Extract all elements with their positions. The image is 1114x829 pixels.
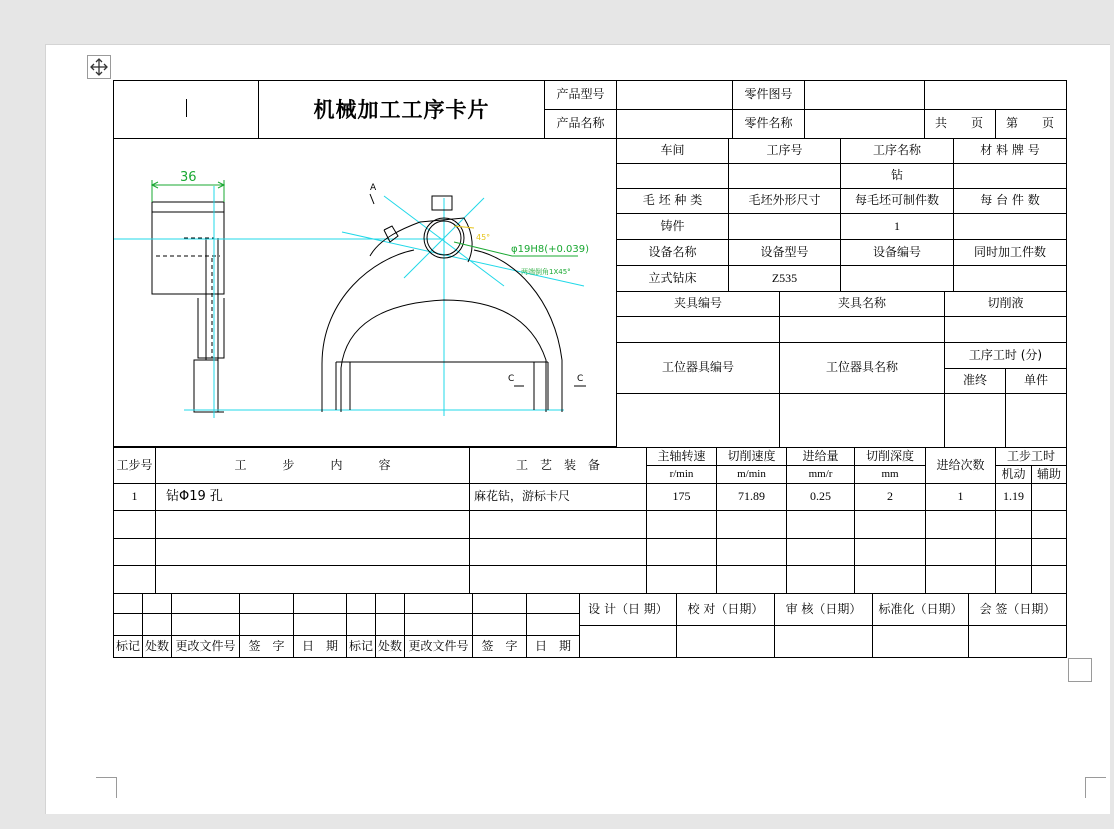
unit-time-label: 单件 [1006,369,1067,394]
step-cell[interactable] [717,566,787,594]
side-view-outline [152,202,224,412]
revision-cell[interactable] [143,594,172,614]
fixture-name-field[interactable] [780,317,945,343]
process-no-field[interactable] [729,164,841,189]
drawing-area [113,138,616,447]
spindle-speed-cell[interactable]: 175 [647,484,717,511]
equipment-model-value[interactable]: Z535 [729,266,841,292]
text-cursor [186,99,187,117]
step-cell[interactable] [926,539,996,566]
fixture-name-label: 夹具名称 [780,292,945,317]
equipment-model-label: 设备型号 [729,240,841,266]
step-time-header: 工步工时 [996,448,1067,466]
revision-cell[interactable] [143,614,172,636]
table-row [114,566,1067,594]
spindle-unit: r/min [647,466,717,484]
step-cell[interactable] [647,511,717,539]
cut-speed-header: 切削速度 [717,448,787,466]
pieces-per-machine-label: 每 台 件 数 [954,189,1067,214]
aux-time-cell[interactable] [1032,484,1067,511]
step-cell[interactable] [996,566,1032,594]
process-name-value[interactable]: 钻 [841,164,954,189]
step-cell[interactable] [996,539,1032,566]
step-cell[interactable] [787,511,855,539]
feed-unit: mm/r [787,466,855,484]
product-name-label: 产品名称 [545,110,617,139]
product-model-field[interactable] [617,81,733,110]
step-cell[interactable] [717,539,787,566]
aux-time-header: 辅助 [1032,466,1067,484]
cut-speed-unit: m/min [717,466,787,484]
check-label: 校 对（日期） [677,594,775,626]
standard-field[interactable] [873,626,969,658]
signature-label: 签 字 [473,636,527,658]
header-table [113,80,1067,139]
equipment-name-value[interactable]: 立式钻床 [617,266,729,292]
logo-cell[interactable] [114,81,259,139]
fixture-no-label: 夹具编号 [617,292,780,317]
step-cell[interactable] [787,539,855,566]
signature-label: 签 字 [240,636,294,658]
step-cell[interactable] [470,539,647,566]
step-equipment-cell[interactable]: 麻花钻，游标卡尺 [470,484,647,511]
process-no-label: 工序号 [729,139,841,164]
card-title: 机械加工工序卡片 [259,81,545,139]
table-move-handle[interactable] [87,55,111,79]
change-doc-label: 更改文件号 [405,636,473,658]
info-table-equipment [616,138,1067,292]
section-c-label: C [508,374,515,384]
step-no-cell[interactable]: 1 [114,484,156,511]
step-cell[interactable] [855,511,926,539]
material-field[interactable] [954,164,1067,189]
step-no-header: 工步号 [114,448,156,484]
feed-cell[interactable]: 0.25 [787,484,855,511]
revision-cell[interactable] [347,614,376,636]
station-tool-name-field[interactable] [780,394,945,448]
count-label: 处数 [143,636,172,658]
step-cell[interactable] [926,511,996,539]
equipment-name-label: 设备名称 [617,240,729,266]
step-cell[interactable] [156,566,470,594]
move-icon [88,56,110,78]
step-cell[interactable] [114,539,156,566]
revision-cell[interactable] [114,594,143,614]
design-label: 设 计（日 期） [580,594,677,626]
station-tool-name-label: 工位器具名称 [780,343,945,394]
prep-end-field[interactable] [945,394,1006,448]
blank-size-field[interactable] [729,214,841,240]
part-drawing-no-label: 零件图号 [733,81,805,110]
step-cell[interactable] [787,566,855,594]
step-content-cell[interactable]: 钻Φ19 孔 [156,484,470,511]
revision-cell[interactable] [172,594,240,614]
simultaneous-label: 同时加工件数 [954,240,1067,266]
sign-label: 会 签（日期） [969,594,1067,626]
feed-header: 进给量 [787,448,855,466]
mark-label: 标记 [347,636,376,658]
passes-header: 进给次数 [926,448,996,484]
revision-cell[interactable] [294,614,347,636]
review-field[interactable] [775,626,873,658]
product-name-field[interactable] [617,110,733,139]
step-cell[interactable] [114,511,156,539]
step-cell[interactable] [1032,511,1067,539]
depth-cell[interactable]: 2 [855,484,926,511]
step-cell[interactable] [470,566,647,594]
coolant-field[interactable] [945,317,1067,343]
date-label: 日 期 [527,636,580,658]
passes-cell[interactable]: 1 [926,484,996,511]
blank-type-label: 毛 坯 种 类 [617,189,729,214]
revision-cell[interactable] [240,594,294,614]
section-c-label: C [577,374,584,384]
process-time-label: 工序工时 (分) [945,343,1067,369]
dim-36-label: 36 [180,170,197,185]
part-drawing [114,138,616,446]
station-tool-no-label: 工位器具编号 [617,343,780,394]
equipment-no-label: 设备编号 [841,240,954,266]
standard-label: 标准化（日期） [873,594,969,626]
revision-cell[interactable] [527,614,580,636]
blank-size-label: 毛坯外形尺寸 [729,189,841,214]
change-doc-label: 更改文件号 [172,636,240,658]
crop-mark [1085,777,1106,798]
revision-cell[interactable] [473,594,527,614]
date-label: 日 期 [294,636,347,658]
pieces-per-machine-field[interactable] [954,214,1067,240]
machine-time-cell[interactable]: 1.19 [996,484,1032,511]
header-blank[interactable] [925,81,1067,110]
revision-cell[interactable] [527,594,580,614]
step-cell[interactable] [855,566,926,594]
step-cell[interactable] [926,566,996,594]
revision-cell[interactable] [405,614,473,636]
pieces-per-blank-label: 每毛坯可制件数 [841,189,954,214]
revision-cell[interactable] [376,594,405,614]
table-row [114,511,1067,539]
step-cell[interactable] [717,511,787,539]
depth-unit: mm [855,466,926,484]
steps-table [113,447,1067,594]
mark-label: 标记 [114,636,143,658]
step-cell[interactable] [647,539,717,566]
approval-table [579,593,1067,658]
prep-end-label: 准终 [945,369,1006,394]
step-cell[interactable] [156,511,470,539]
angle-note: 45° [476,233,491,242]
pieces-per-blank-value[interactable]: 1 [841,214,954,240]
hole-callout: φ19H8(+0.039) [511,244,590,255]
review-label: 审 核（日期） [775,594,873,626]
step-equipment-header: 工 艺 装 备 [470,448,647,484]
coolant-label: 切削液 [945,292,1067,317]
design-field[interactable] [580,626,677,658]
part-name-label: 零件名称 [733,110,805,139]
workshop-field[interactable] [617,164,729,189]
step-cell[interactable] [470,511,647,539]
step-cell[interactable] [855,539,926,566]
station-tool-no-field[interactable] [617,394,780,448]
spindle-speed-header: 主轴转速 [647,448,717,466]
revision-cell[interactable] [473,614,527,636]
product-model-label: 产品型号 [545,81,617,110]
revision-cell[interactable] [240,614,294,636]
chamfer-note: 两端倒角1X45° [521,268,571,276]
revision-cell[interactable] [405,594,473,614]
machine-time-header: 机动 [996,466,1032,484]
process-card [113,80,1066,657]
revision-cell[interactable] [294,594,347,614]
process-name-label: 工序名称 [841,139,954,164]
material-label: 材 料 牌 号 [954,139,1067,164]
check-field[interactable] [677,626,775,658]
cut-speed-cell[interactable]: 71.89 [717,484,787,511]
revision-cell[interactable] [376,614,405,636]
table-row [114,539,1067,566]
sign-field[interactable] [969,626,1067,658]
revision-cell[interactable] [347,594,376,614]
step-content-header: 工 步 内 容 [156,448,470,484]
unit-time-field[interactable] [1006,394,1067,448]
depth-header: 切削深度 [855,448,926,466]
simultaneous-field[interactable] [954,266,1067,292]
table-resize-handle[interactable] [1068,658,1092,682]
crop-mark [96,777,117,798]
step-cell[interactable] [114,566,156,594]
blank-type-value[interactable]: 铸件 [617,214,729,240]
step-cell[interactable] [1032,566,1067,594]
revision-cell[interactable] [172,614,240,636]
revision-table [113,593,580,658]
step-cell[interactable] [996,511,1032,539]
step-cell[interactable] [1032,539,1067,566]
equipment-no-field[interactable] [841,266,954,292]
count-label: 处数 [376,636,405,658]
part-name-field[interactable] [805,110,925,139]
workshop-label: 车间 [617,139,729,164]
step-cell[interactable] [156,539,470,566]
fixture-no-field[interactable] [617,317,780,343]
part-drawing-no-field[interactable] [805,81,925,110]
revision-cell[interactable] [114,614,143,636]
total-pages-label: 共 页 [925,110,996,139]
step-cell[interactable] [647,566,717,594]
page-no-label: 第 页 [996,110,1067,139]
table-row [114,484,1067,511]
view-a-label: A [370,183,377,193]
info-table-fixture [616,291,1067,448]
